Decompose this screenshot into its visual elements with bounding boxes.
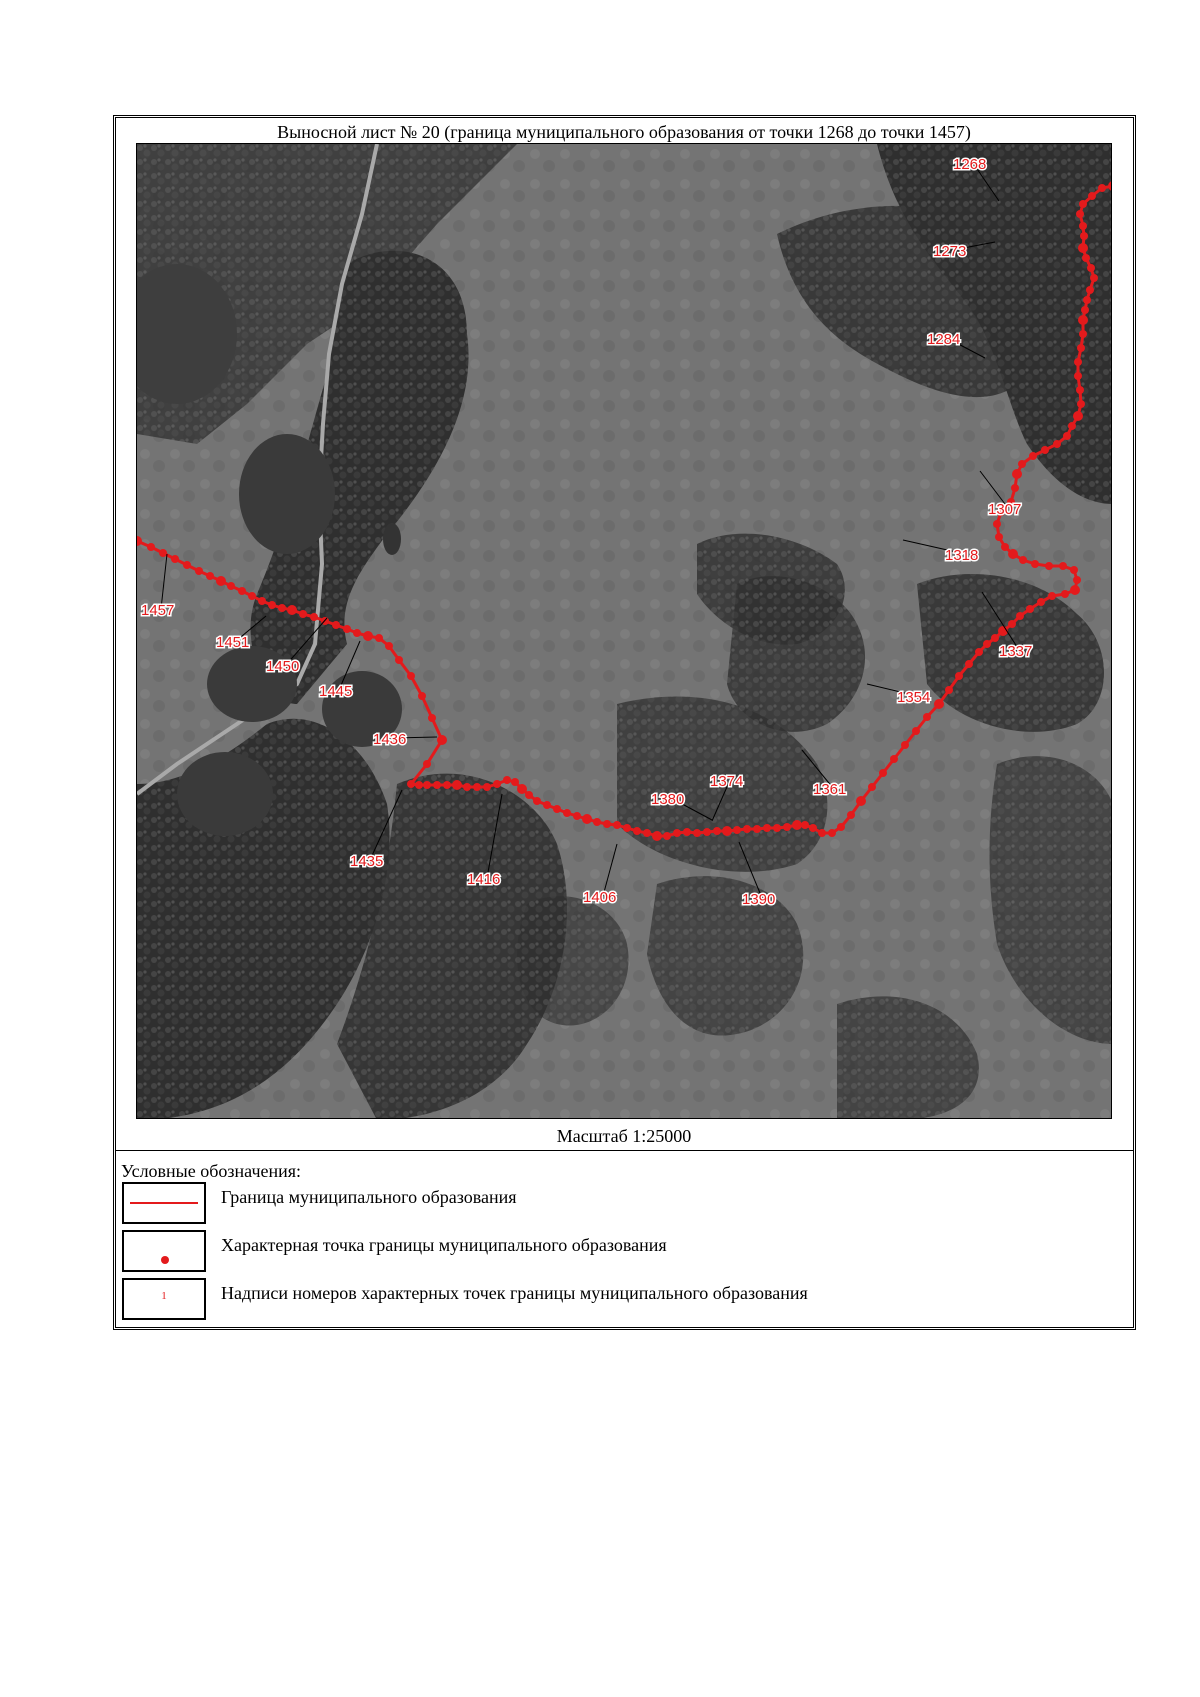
point-label-1390: 1390 — [742, 891, 776, 908]
boundary-point-marker — [483, 783, 491, 791]
boundary-point-marker — [828, 829, 836, 837]
boundary-point-marker — [1048, 592, 1056, 600]
boundary-point-marker — [1078, 243, 1088, 253]
boundary-point-marker — [995, 533, 1003, 541]
terrain-layer — [137, 144, 1112, 1119]
boundary-point-marker — [183, 561, 191, 569]
boundary-point-marker — [1079, 222, 1087, 230]
boundary-point-marker — [1026, 605, 1034, 613]
boundary-point-marker — [433, 781, 441, 789]
boundary-point-marker — [1019, 556, 1027, 564]
legend-label: Характерная точка границы муниципального образования — [221, 1235, 667, 1255]
boundary-point-marker — [837, 823, 845, 831]
boundary-point-marker — [683, 828, 691, 836]
boundary-point-marker — [1029, 452, 1037, 460]
boundary-point-marker — [1083, 296, 1091, 304]
point-label-1284: 1284 — [927, 331, 961, 348]
boundary-point-marker — [901, 741, 909, 749]
point-label-1457: 1457 — [141, 602, 175, 619]
point-label-1450: 1450 — [266, 658, 300, 675]
legend-item-boundary-line — [122, 1182, 1102, 1226]
boundary-point-marker — [1059, 562, 1067, 570]
boundary-point-marker — [1012, 469, 1022, 479]
boundary-point-marker — [1008, 620, 1016, 628]
boundary-point-marker — [1070, 566, 1078, 574]
boundary-point-marker — [983, 640, 991, 648]
boundary-point-marker — [975, 648, 983, 656]
boundary-point-marker — [713, 827, 721, 835]
boundary-point-marker — [1074, 358, 1082, 366]
boundary-point-marker — [493, 780, 501, 788]
boundary-point-marker — [1088, 192, 1096, 200]
boundary-point-marker — [945, 686, 953, 694]
boundary-point-marker — [503, 776, 511, 784]
boundary-point-marker — [868, 783, 876, 791]
boundary-point-marker — [1073, 576, 1081, 584]
boundary-point-marker — [879, 769, 887, 777]
boundary-point-marker — [1070, 585, 1080, 595]
red-line-symbol — [122, 1182, 206, 1224]
red-number-sample: 1 — [161, 1290, 167, 1302]
boundary-point-marker — [633, 827, 641, 835]
boundary-point-marker — [258, 597, 266, 605]
boundary-point-marker — [423, 781, 431, 789]
point-label-1268: 1268 — [953, 156, 987, 173]
boundary-point-marker — [343, 625, 351, 633]
boundary-point-marker — [1045, 562, 1053, 570]
sheet-title: Выносной лист № 20 (граница муниципального образования от точки 1268 до точки 1457) — [277, 122, 971, 142]
boundary-point-marker — [1086, 286, 1094, 294]
boundary-point-marker — [1001, 543, 1009, 551]
legend-label: Граница муниципального образования — [221, 1187, 517, 1207]
boundary-point-marker — [563, 809, 571, 817]
boundary-point-marker — [652, 831, 662, 841]
point-label-1416: 1416 — [467, 871, 501, 888]
map-scale: Масштаб 1:25000 — [556, 1126, 692, 1146]
boundary-point-marker — [353, 629, 361, 637]
boundary-point-marker — [1073, 411, 1083, 421]
legend-divider — [116, 1150, 1133, 1151]
boundary-point-marker — [248, 592, 256, 600]
boundary-point-marker — [159, 549, 167, 557]
boundary-point-marker — [423, 760, 431, 768]
boundary-point-marker — [743, 825, 751, 833]
legend-label: Надписи номеров характерных точек границы муниципального образования — [221, 1283, 808, 1303]
boundary-point-marker — [1053, 440, 1061, 448]
boundary-point-marker — [818, 829, 826, 837]
map-frame[interactable] — [136, 143, 1112, 1119]
point-label-1380: 1380 — [651, 791, 685, 808]
boundary-point-marker — [299, 610, 307, 618]
boundary-point-marker — [613, 821, 621, 829]
boundary-point-marker — [991, 634, 999, 642]
boundary-point-marker — [573, 812, 581, 820]
boundary-point-marker — [1068, 422, 1076, 430]
boundary-point-marker — [195, 567, 203, 575]
boundary-point-marker — [934, 699, 944, 709]
boundary-point-marker — [1077, 344, 1085, 352]
boundary-point-marker — [171, 555, 179, 563]
boundary-point-marker — [603, 820, 611, 828]
boundary-point-marker — [1008, 549, 1018, 559]
boundary-point-marker — [1074, 372, 1082, 380]
boundary-point-marker — [1018, 460, 1026, 468]
legend-title: Условные обозначения: — [121, 1161, 302, 1181]
boundary-point-marker — [428, 714, 436, 722]
boundary-point-marker — [1090, 274, 1098, 282]
boundary-point-marker — [703, 828, 711, 836]
boundary-point-marker — [385, 642, 393, 650]
boundary-point-marker — [418, 692, 426, 700]
boundary-point-marker — [332, 621, 340, 629]
point-label-1406: 1406 — [583, 889, 617, 906]
boundary-point-marker — [227, 582, 235, 590]
boundary-point-marker — [763, 824, 771, 832]
boundary-point-marker — [693, 829, 701, 837]
boundary-point-marker — [375, 634, 383, 642]
boundary-point-marker — [733, 826, 741, 834]
boundary-point-marker — [415, 781, 423, 789]
boundary-point-marker — [1076, 386, 1084, 394]
boundary-point-marker — [1016, 612, 1024, 620]
point-label-1337: 1337 — [999, 643, 1033, 660]
boundary-point-marker — [1081, 306, 1089, 314]
boundary-point-marker — [1082, 254, 1090, 262]
boundary-point-marker — [278, 604, 286, 612]
boundary-point-marker — [783, 823, 791, 831]
boundary-point-marker — [1041, 446, 1049, 454]
boundary-point-marker — [1080, 232, 1088, 240]
boundary-point-marker — [1011, 484, 1019, 492]
boundary-point-marker — [1078, 315, 1088, 325]
boundary-point-marker — [511, 778, 519, 786]
point-label-1354: 1354 — [897, 689, 931, 706]
boundary-point-marker — [722, 826, 732, 836]
boundary-point-marker — [993, 520, 1001, 528]
point-label-1445: 1445 — [319, 683, 353, 700]
point-label-1435: 1435 — [350, 853, 384, 870]
boundary-point-marker — [801, 821, 809, 829]
boundary-point-marker — [923, 713, 931, 721]
boundary-point-marker — [1037, 598, 1045, 606]
boundary-point-marker — [407, 672, 415, 680]
boundary-point-marker — [1098, 184, 1106, 192]
boundary-point-marker — [310, 613, 318, 621]
boundary-point-marker — [407, 780, 415, 788]
boundary-point-marker — [268, 601, 276, 609]
boundary-point-marker — [663, 832, 671, 840]
boundary-point-marker — [643, 829, 651, 837]
point-label-1436: 1436 — [373, 731, 407, 748]
boundary-point-marker — [773, 824, 781, 832]
boundary-point-marker — [890, 755, 898, 763]
boundary-point-marker — [955, 672, 963, 680]
boundary-point-marker — [623, 824, 631, 832]
legend-item-point-numbers — [122, 1278, 1102, 1322]
boundary-point-marker — [287, 605, 297, 615]
point-label-1361: 1361 — [813, 781, 847, 798]
legend-item-boundary-point — [122, 1230, 1102, 1274]
point-label-1307: 1307 — [988, 501, 1022, 518]
red-dot-symbol — [122, 1230, 206, 1272]
point-label-1451: 1451 — [216, 634, 250, 651]
boundary-point-marker — [965, 660, 973, 668]
boundary-point-marker — [363, 631, 373, 641]
boundary-point-marker — [206, 572, 214, 580]
boundary-point-marker — [753, 825, 761, 833]
boundary-point-marker — [452, 780, 462, 790]
boundary-point-marker — [473, 783, 481, 791]
point-label-1273: 1273 — [933, 243, 967, 260]
boundary-point-marker — [525, 791, 533, 799]
boundary-point-marker — [437, 735, 447, 745]
boundary-point-marker — [593, 818, 601, 826]
boundary-point-marker — [673, 829, 681, 837]
boundary-point-marker — [543, 801, 551, 809]
boundary-point-marker — [582, 814, 592, 824]
red-number-symbol — [122, 1278, 206, 1320]
boundary-point-marker — [912, 727, 920, 735]
boundary-point-marker — [792, 820, 802, 830]
boundary-point-marker — [1031, 560, 1039, 568]
boundary-point-marker — [1087, 264, 1095, 272]
boundary-point-marker — [395, 656, 403, 664]
aerial-map[interactable] — [137, 144, 1112, 1119]
boundary-point-marker — [856, 796, 866, 806]
boundary-point-marker — [533, 797, 541, 805]
boundary-point-marker — [553, 805, 561, 813]
boundary-point-marker — [809, 824, 817, 832]
point-label-1374: 1374 — [710, 773, 744, 790]
point-label-1318: 1318 — [945, 547, 979, 564]
boundary-point-marker — [443, 781, 451, 789]
boundary-point-marker — [1079, 200, 1087, 208]
boundary-point-marker — [1061, 590, 1069, 598]
boundary-point-marker — [147, 543, 155, 551]
boundary-point-marker — [238, 587, 246, 595]
boundary-point-marker — [1063, 432, 1071, 440]
boundary-point-marker — [847, 811, 855, 819]
boundary-point-marker — [1079, 330, 1087, 338]
boundary-point-marker — [216, 576, 226, 586]
boundary-point-marker — [463, 783, 471, 791]
boundary-point-marker — [1077, 400, 1085, 408]
boundary-point-marker — [517, 784, 527, 794]
boundary-point-marker — [1076, 210, 1084, 218]
